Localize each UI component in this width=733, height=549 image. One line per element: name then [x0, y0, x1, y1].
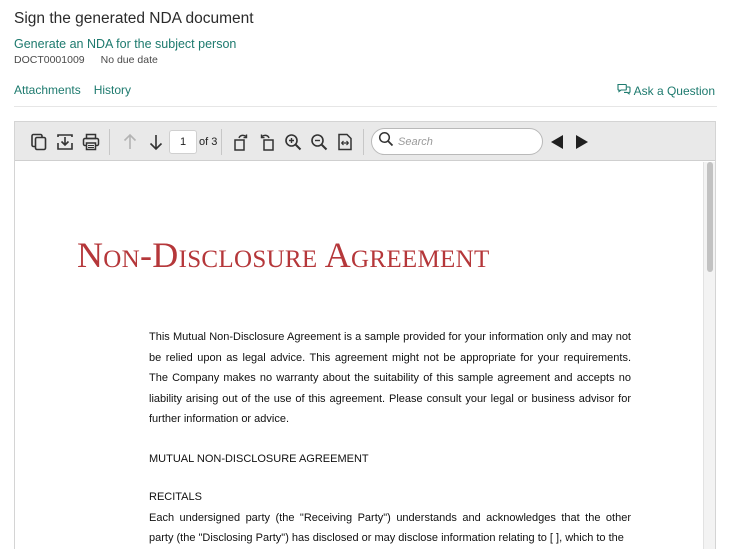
section-title: MUTUAL NON-DISCLOSURE AGREEMENT	[149, 452, 369, 465]
tab-attachments[interactable]: Attachments	[14, 83, 81, 97]
document-number: DOCT0001009	[14, 54, 85, 66]
next-triangle-icon[interactable]	[574, 134, 590, 155]
due-date: No due date	[100, 54, 158, 66]
vertical-scrollbar[interactable]	[703, 162, 715, 549]
chat-bubbles-icon	[617, 83, 631, 98]
search-placeholder: Search	[398, 135, 433, 148]
rotate-counterclockwise-icon[interactable]	[257, 132, 277, 152]
document-heading: Non-Disclosure Agreement	[77, 235, 490, 275]
page-title: Sign the generated NDA document	[14, 10, 254, 27]
copy-icon[interactable]	[29, 132, 49, 152]
document-body	[149, 327, 631, 549]
toolbar-separator	[363, 129, 364, 155]
recitals-paragraph: Each undersigned party (the "Receiving Party") understands and acknowledges that the other party (the "Disclosing Party") has disclosed or may disclose information relating to [ ], which to the	[149, 511, 631, 544]
disclaimer-paragraph: This Mutual Non-Disclosure Agreement is a sample provided for your information only and may not be relied upon as legal advice. This agreement might not be appropriate for your requirements. The Company makes no warranty about the suitability of this sample agreement and accepts no liability arising out of the use of this agreement. Please consult your legal or business advisor for further information or advice.	[149, 331, 631, 425]
meta-row	[14, 54, 158, 66]
tab-history[interactable]: History	[93, 83, 132, 97]
download-icon[interactable]	[55, 132, 75, 152]
ask-question-label: Ask a Question	[633, 83, 715, 98]
previous-triangle-icon[interactable]	[549, 134, 565, 155]
scrollbar-thumb[interactable]	[707, 162, 713, 272]
pdf-viewer	[14, 121, 716, 549]
document-page	[15, 162, 715, 549]
page-total: of 3	[199, 136, 218, 148]
ask-question-link[interactable]	[617, 83, 715, 98]
arrow-down-icon[interactable]	[146, 132, 166, 152]
search-icon	[378, 131, 394, 152]
fit-page-icon[interactable]	[335, 132, 355, 152]
tab-bar	[14, 83, 131, 97]
recitals-title: RECITALS	[149, 491, 202, 503]
divider	[14, 106, 717, 107]
toolbar-separator	[109, 129, 110, 155]
viewer-toolbar	[15, 122, 715, 161]
rotate-clockwise-icon[interactable]	[231, 132, 251, 152]
print-icon[interactable]	[81, 132, 101, 152]
arrow-up-icon[interactable]	[120, 132, 140, 152]
toolbar-separator	[221, 129, 222, 155]
page-number-input[interactable]: 1	[169, 130, 197, 154]
zoom-out-icon[interactable]	[309, 132, 329, 152]
search-input[interactable]	[371, 128, 543, 155]
zoom-in-icon[interactable]	[283, 132, 303, 152]
subject-link[interactable]: Generate an NDA for the subject person	[14, 37, 237, 51]
